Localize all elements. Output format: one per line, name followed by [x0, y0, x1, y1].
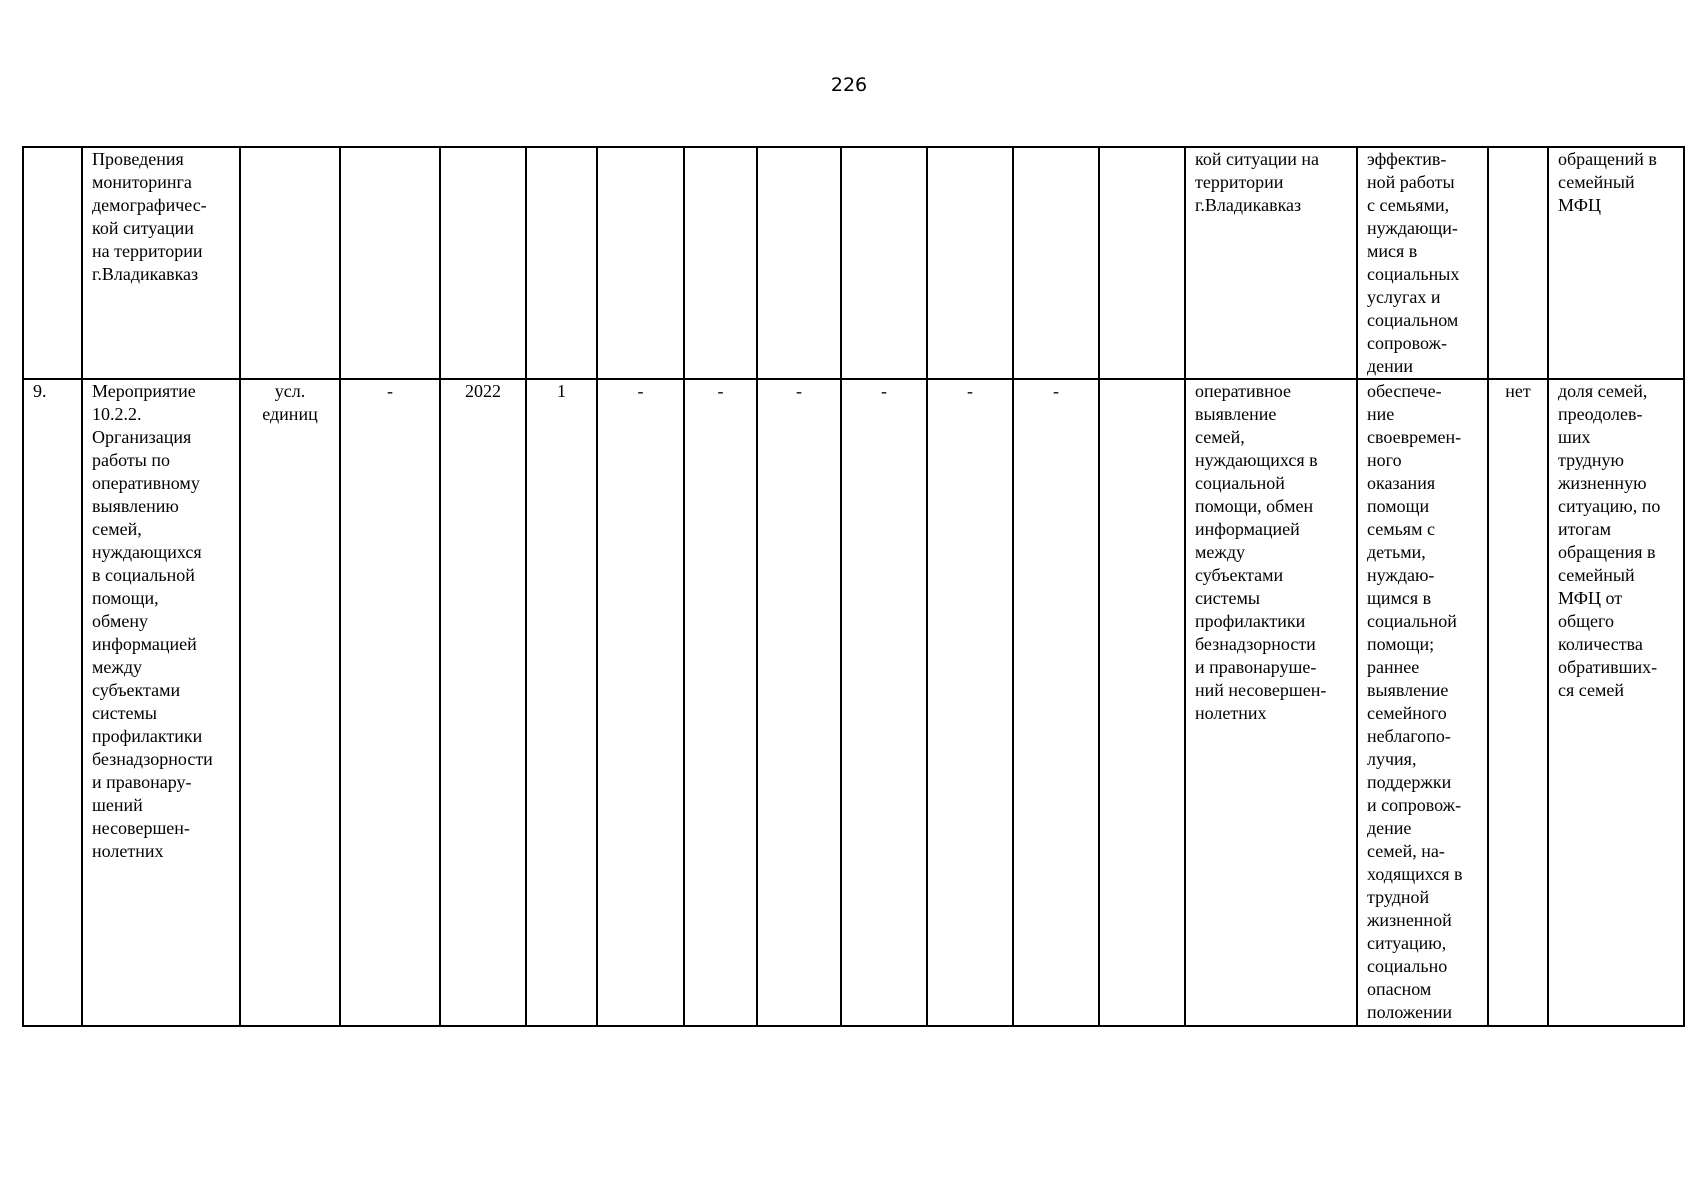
- cell-c8: -: [684, 379, 757, 1026]
- cell-result: оперативное выявление семей, нуждающихся в социальной помощи, обмен информацией между субъектами системы профилактики безнадзорности и правонаруше- ний несовершен- нолетних: [1185, 379, 1357, 1026]
- cell-c7: [597, 147, 684, 379]
- cell-c7: -: [597, 379, 684, 1026]
- cell-flag: нет: [1488, 379, 1548, 1026]
- cell-c4: [340, 147, 440, 379]
- cell-c13: [1099, 147, 1185, 379]
- cell-c13: [1099, 379, 1185, 1026]
- cell-c6: [526, 147, 597, 379]
- cell-c12: -: [1013, 379, 1099, 1026]
- table-row: [23, 379, 1684, 1026]
- cell-result: кой ситуации на территории г.Владикавказ: [1185, 147, 1357, 379]
- cell-year: 2022: [440, 379, 526, 1026]
- cell-name: Проведения мониторинга демографичес- кой ситуации на территории г.Владикавказ: [82, 147, 240, 379]
- cell-c9: [757, 147, 841, 379]
- cell-c12: [1013, 147, 1099, 379]
- cell-effect: эффектив- ной работы с семьями, нуждающи- мися в социальных услугах и социальном сопровож- дении: [1357, 147, 1488, 379]
- program-table: [22, 146, 1685, 1027]
- cell-indicator: доля семей, преодолев- ших трудную жизненную ситуацию, по итогам обращения в семейный МФЦ от общего количества обративших- ся семей: [1548, 379, 1684, 1026]
- cell-unit: [240, 147, 340, 379]
- cell-name: Мероприятие 10.2.2. Организация работы по оперативному выявлению семей, нуждающихся в социальной помощи, обмену информацией между субъектами системы профилактики безнадзорности и правонару- шений несовершен- нолетних: [82, 379, 240, 1026]
- cell-num: 9.: [23, 379, 82, 1026]
- cell-c9: -: [757, 379, 841, 1026]
- cell-c10: -: [841, 379, 927, 1026]
- cell-effect: обеспече- ние своевремен- ного оказания помощи семьям с детьми, нуждаю- щимся в социальной помощи; раннее выявление семейного неблагопо- лучия, поддержки и сопровож- дение семей, на- ходящихся в трудной жизненной ситуацию, социально опасном положении: [1357, 379, 1488, 1026]
- cell-c4: -: [340, 379, 440, 1026]
- cell-c11: [927, 147, 1013, 379]
- cell-flag: [1488, 147, 1548, 379]
- cell-c10: [841, 147, 927, 379]
- cell-c11: -: [927, 379, 1013, 1026]
- cell-c6: 1: [526, 379, 597, 1026]
- cell-num: [23, 147, 82, 379]
- cell-unit: усл. единиц: [240, 379, 340, 1026]
- page-number: 226: [830, 74, 868, 96]
- cell-year: [440, 147, 526, 379]
- cell-indicator: обращений в семейный МФЦ: [1548, 147, 1684, 379]
- cell-c8: [684, 147, 757, 379]
- table-row: [23, 147, 1684, 379]
